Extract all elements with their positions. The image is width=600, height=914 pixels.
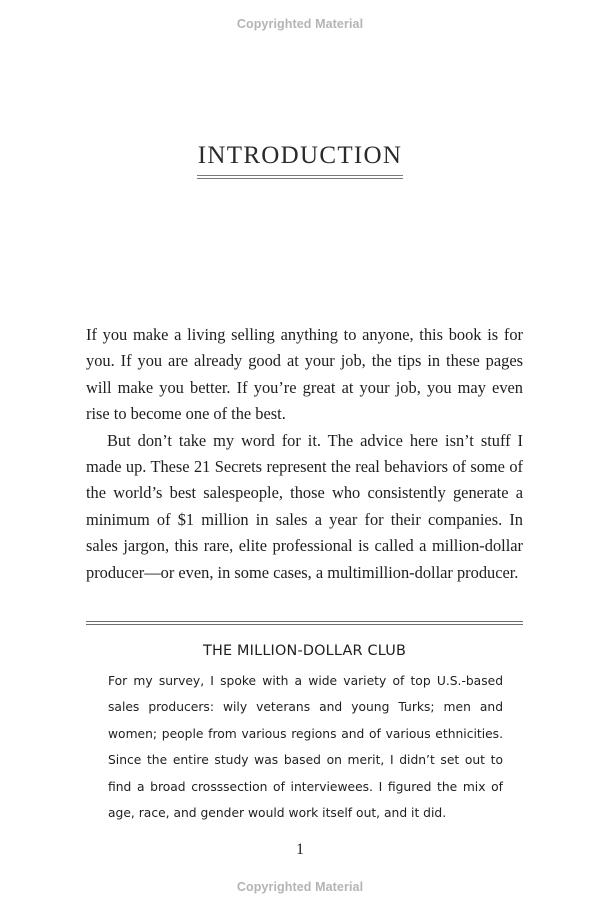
body-text — [86, 322, 523, 586]
sidebar-text: For my survey, I spoke with a wide variety of top U.S.-based sales producers: wily veterans and young Turks; men and women; people from various regions and of various ethnicities. Since the entire study was based on merit, I didn’t set out to find a broad crosssection of interviewees. I figured the mix of age, race, and gender would work itself out, and it did. — [108, 674, 503, 821]
body-paragraph-2: But don’t take my word for it. The advice here isn’t stuff I made up. These 21 Secrets represent the real behaviors of some of the world’s best salespeople, those who consistently generate a minimum of $1 million in sales a year for their companies. In sales jargon, this rare, elite professional is called a million-dollar producer—or even, in some cases, a multimillion-dollar producer. — [86, 430, 523, 582]
chapter-title-block — [0, 140, 600, 179]
copyright-watermark-bottom: Copyrighted Material — [236, 880, 364, 894]
sidebar-divider-rule — [86, 621, 523, 625]
copyright-watermark-top: Copyrighted Material — [236, 17, 364, 31]
sidebar-heading: THE MILLION-DOLLAR CLUB — [202, 643, 407, 659]
body-paragraph-1: If you make a living selling anything to anyone, this book is for you. If you are already good at your job, the tips in these pages will make you better. If you’re great at your job, you may even rise to become one of the best. — [86, 325, 523, 424]
chapter-title: INTRODUCTION — [197, 140, 403, 179]
page-number: 1 — [296, 841, 304, 858]
